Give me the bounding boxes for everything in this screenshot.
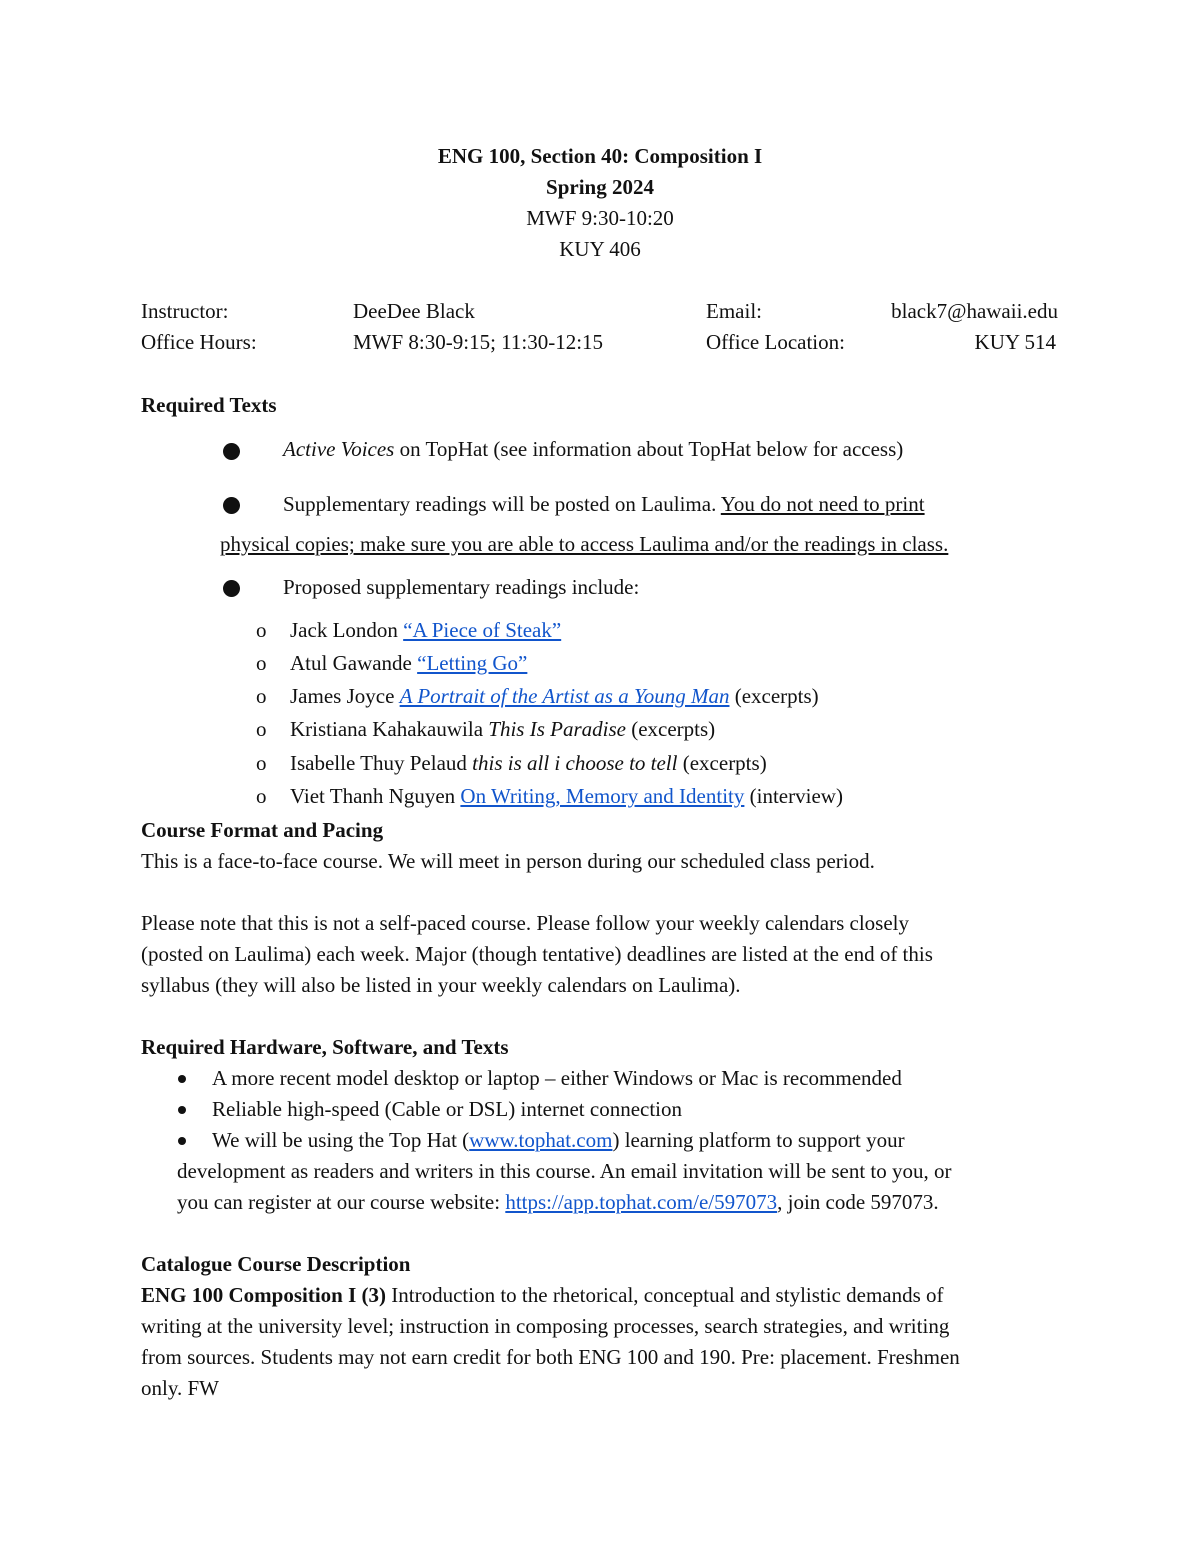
reading-author: Atul Gawande <box>290 651 418 675</box>
bullet-icon <box>223 443 240 460</box>
office-location-value: KUY 514 <box>974 330 1056 354</box>
course-room: KUY 406 <box>559 237 641 261</box>
office-location-label: Office Location: <box>706 330 845 354</box>
catalogue-heading: Catalogue Course Description <box>141 1252 411 1276</box>
required-text-item-1 <box>283 434 903 465</box>
item-text: you can register at our course website: <box>177 1190 506 1214</box>
reading-author: Viet Thanh Nguyen <box>290 784 461 808</box>
format-paragraph-1: This is a face-to-face course. We will meet in person during our scheduled class period. <box>141 849 875 873</box>
hardware-item-3-line-2: development as readers and writers in this course. An email invitation will be sent to you, or <box>177 1159 952 1183</box>
reading-title: this is all i choose to tell <box>472 751 678 775</box>
reading-item <box>290 748 767 779</box>
reading-link[interactable]: “Letting Go” <box>417 651 528 675</box>
required-text-item-2 <box>283 489 925 520</box>
item-text: on TopHat (see information about TopHat below for access) <box>394 437 904 461</box>
hardware-item-3-line-3 <box>177 1187 939 1218</box>
reading-link[interactable]: “A Piece of Steak” <box>403 618 562 642</box>
required-texts-heading: Required Texts <box>141 393 277 417</box>
sub-bullet-icon: o <box>256 684 267 708</box>
reading-link[interactable]: On Writing, Memory and Identity <box>460 784 745 808</box>
reading-note: (excerpts) <box>677 751 767 775</box>
sub-bullet-icon: o <box>256 717 267 741</box>
reading-title: This Is Paradise <box>488 717 626 741</box>
item-text: ) learning platform to support your <box>612 1128 905 1152</box>
bullet-icon <box>223 497 240 514</box>
office-hours-label: Office Hours: <box>141 330 257 354</box>
bullet-icon <box>178 1075 186 1083</box>
sub-bullet-icon: o <box>256 618 267 642</box>
catalogue-line: only. FW <box>141 1376 219 1400</box>
instructor-label: Instructor: <box>141 299 229 323</box>
sub-bullet-icon: o <box>256 651 267 675</box>
course-title: ENG 100, Section 40: Composition I <box>437 144 763 168</box>
course-schedule: MWF 9:30-10:20 <box>526 206 674 230</box>
bullet-icon <box>178 1106 186 1114</box>
item-text: Supplementary readings will be posted on Laulima. <box>283 492 721 516</box>
reading-item <box>290 681 819 712</box>
reading-item <box>290 648 527 679</box>
format-paragraph-2-line: Please note that this is not a self-paced course. Please follow your weekly calendars closely <box>141 911 910 935</box>
reading-note: (interview) <box>744 784 843 808</box>
hardware-item-1: A more recent model desktop or laptop – either Windows or Mac is recommended <box>212 1066 902 1090</box>
hardware-item-2: Reliable high-speed (Cable or DSL) internet connection <box>212 1097 683 1121</box>
reading-note: (excerpts) <box>625 717 716 741</box>
hardware-heading: Required Hardware, Software, and Texts <box>141 1035 509 1059</box>
tophat-link[interactable]: www.tophat.com <box>469 1128 613 1152</box>
office-hours-value: MWF 8:30-9:15; 11:30-12:15 <box>353 330 604 354</box>
sub-bullet-icon: o <box>256 784 267 808</box>
bullet-icon <box>178 1137 186 1145</box>
catalogue-line: from sources. Students may not earn credit for both ENG 100 and 190. Pre: placement. Freshmen <box>141 1345 960 1369</box>
reading-author: Isabelle Thuy Pelaud <box>290 751 473 775</box>
bullet-icon <box>223 580 240 597</box>
format-paragraph-2-line: (posted on Laulima) each week. Major (though tentative) deadlines are listed at the end of this <box>141 942 933 966</box>
item-text: We will be using the Top Hat ( <box>212 1128 470 1152</box>
reading-link[interactable]: A Portrait of the Artist as a Young Man <box>399 684 730 708</box>
catalogue-line: writing at the university level; instruction in composing processes, search strategies, and writing <box>141 1314 950 1338</box>
item-text: , join code 597073. <box>777 1190 939 1214</box>
underlined-note-continued: physical copies; make sure you are able to access Laulima and/or the readings in class. <box>220 532 949 556</box>
required-text-item-3: Proposed supplementary readings include: <box>283 575 640 599</box>
reading-item <box>290 781 843 812</box>
course-code: ENG 100 Composition I (3) <box>141 1283 387 1307</box>
reading-author: Kristiana Kahakauwila <box>290 717 489 741</box>
hardware-item-3 <box>212 1125 905 1156</box>
course-website-link[interactable]: https://app.tophat.com/e/597073 <box>505 1190 778 1214</box>
sub-bullet-icon: o <box>256 751 267 775</box>
reading-item <box>290 714 715 745</box>
catalogue-text: Introduction to the rhetorical, conceptual and stylistic demands of <box>386 1283 944 1307</box>
reading-note: (excerpts) <box>729 684 819 708</box>
instructor-value: DeeDee Black <box>353 299 475 323</box>
email-label: Email: <box>706 299 762 323</box>
underlined-note: You do not need to print <box>720 492 925 516</box>
reading-item <box>290 615 561 646</box>
course-term: Spring 2024 <box>546 175 654 199</box>
reading-author: James Joyce <box>290 684 400 708</box>
format-heading: Course Format and Pacing <box>141 818 384 842</box>
book-title: Active Voices <box>283 437 395 461</box>
catalogue-line <box>141 1280 1071 1311</box>
reading-author: Jack London <box>290 618 404 642</box>
format-paragraph-2-line: syllabus (they will also be listed in your weekly calendars on Laulima). <box>141 973 741 997</box>
email-value: black7@hawaii.edu <box>891 299 1058 323</box>
